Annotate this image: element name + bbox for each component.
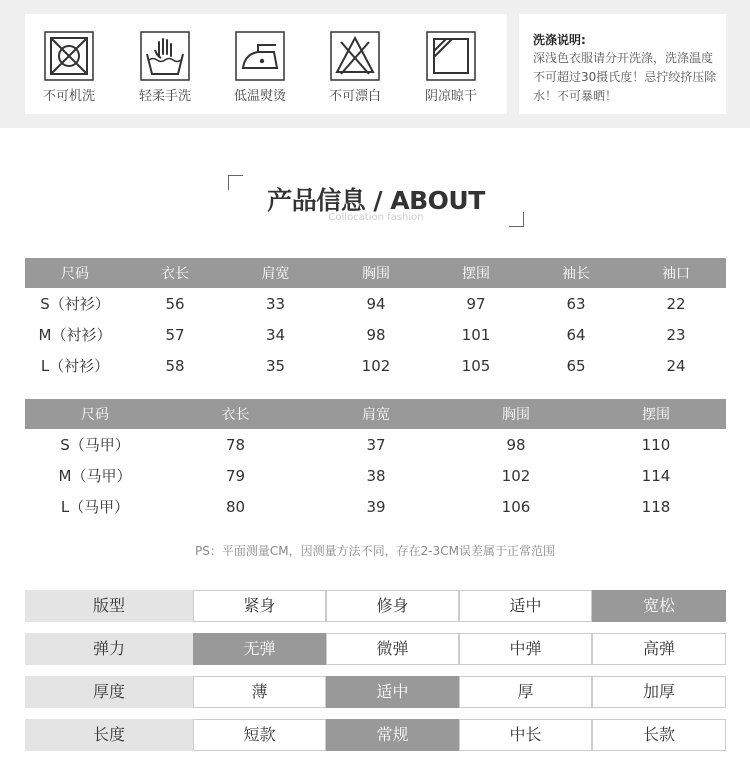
- table-header-cell: 衣长: [125, 258, 225, 288]
- table-cell: 94: [366, 294, 386, 313]
- measurement-note: PS：平面测量CM，因测量方法不同，存在2-3CM误差属于正常范围: [195, 544, 555, 558]
- table-cell: 65: [566, 356, 586, 375]
- attribute-option: 适中: [459, 590, 592, 622]
- table-cell: 110: [641, 435, 671, 454]
- table-cell: L（马甲）: [60, 498, 130, 516]
- table-header-row: [25, 399, 726, 429]
- attribute-row-fit: [25, 590, 726, 622]
- table-header-cell: 肩宽: [225, 258, 326, 288]
- attribute-row-length: [25, 719, 726, 751]
- attribute-option: 修身: [326, 590, 459, 622]
- care-label: 低温熨烫: [233, 89, 286, 104]
- no-bleach-icon: [329, 30, 381, 82]
- table-cell: 64: [566, 325, 586, 344]
- wash-instructions-text: 深浅色衣服请分开洗涤，洗涤温度不可超过30摄氏度！忌拧绞挤压除水！不可暴晒！: [533, 51, 717, 103]
- care-item-low-temp-iron: [215, 30, 305, 104]
- table-cell: 35: [265, 356, 286, 375]
- table-cell: 106: [501, 497, 531, 516]
- table-cell: S（马甲）: [60, 436, 130, 454]
- table-header-cell: 袖长: [526, 258, 626, 288]
- table-cell: 33: [265, 294, 286, 313]
- table-cell: 58: [165, 356, 185, 375]
- attribute-option: 紧身: [193, 590, 326, 622]
- table-cell: 57: [165, 325, 185, 344]
- care-label: 不可漂白: [328, 89, 381, 104]
- attribute-label: 弹力: [25, 633, 193, 665]
- table-header-cell: 摆围: [586, 399, 726, 429]
- care-item-no-bleach: [310, 30, 400, 104]
- attribute-option: 高弹: [592, 633, 726, 665]
- table-cell: 118: [641, 497, 671, 516]
- attribute-label: 版型: [25, 590, 193, 622]
- attribute-option: 短款: [193, 719, 326, 751]
- table-header-row: [25, 258, 726, 288]
- table-cell: 63: [566, 294, 586, 313]
- table-cell: 37: [366, 435, 386, 454]
- attribute-label: 厚度: [25, 676, 193, 708]
- table-cell: 102: [501, 466, 531, 485]
- table-cell: 101: [461, 325, 491, 344]
- shirt-size-table: [25, 258, 726, 381]
- table-cell: 34: [265, 325, 286, 344]
- table-header-cell: 胸围: [326, 258, 426, 288]
- table-cell: 23: [666, 325, 686, 344]
- heading-corner-decoration: [509, 212, 524, 227]
- table-header-cell: 肩宽: [306, 399, 446, 429]
- wash-instructions-title: 洗涤说明:: [533, 33, 586, 47]
- care-item-shade-dry: [406, 30, 496, 104]
- no-machine-wash-icon: [43, 30, 95, 82]
- attribute-option: 长款: [592, 719, 726, 751]
- table-header-cell: 尺码: [25, 399, 165, 429]
- table-row: [25, 460, 726, 491]
- section-title: 产品信息 / ABOUT: [267, 186, 485, 215]
- table-row: [25, 491, 726, 522]
- table-header-cell: 尺码: [25, 258, 125, 288]
- shade-dry-icon: [425, 30, 477, 82]
- care-item-hand-wash: [120, 30, 210, 104]
- table-cell: M（马甲）: [58, 467, 132, 485]
- attribute-option: 厚: [459, 676, 592, 708]
- care-symbols-panel: [25, 14, 507, 114]
- attribute-row-thickness: [25, 676, 726, 708]
- attribute-option-selected: 无弹: [193, 633, 326, 665]
- table-cell: 98: [366, 325, 386, 344]
- table-cell: 80: [225, 497, 246, 516]
- attribute-row-elasticity: [25, 633, 726, 665]
- care-label: 不可机洗: [42, 89, 95, 104]
- attribute-option: 中弹: [459, 633, 592, 665]
- attribute-option: 微弹: [326, 633, 459, 665]
- table-cell: 39: [366, 497, 386, 516]
- wash-instructions-panel: [519, 14, 726, 114]
- table-cell: 22: [666, 294, 686, 313]
- attribute-option-selected: 宽松: [592, 590, 726, 622]
- table-cell: 79: [225, 466, 246, 485]
- attribute-option: 加厚: [592, 676, 726, 708]
- low-temp-iron-icon: [234, 30, 286, 82]
- care-item-no-machine-wash: [24, 30, 114, 104]
- table-row: [25, 429, 726, 460]
- table-row: [25, 288, 726, 319]
- table-cell: 102: [361, 356, 391, 375]
- table-cell: 97: [466, 294, 486, 313]
- attribute-option: 薄: [193, 676, 326, 708]
- table-header-cell: 摆围: [426, 258, 526, 288]
- table-cell: S（衬衫）: [40, 295, 110, 313]
- attribute-option: 中长: [459, 719, 592, 751]
- table-cell: 56: [165, 294, 185, 313]
- table-header-cell: 胸围: [446, 399, 586, 429]
- table-cell: 105: [461, 356, 491, 375]
- table-cell: 38: [366, 466, 386, 485]
- attribute-option-selected: 适中: [326, 676, 459, 708]
- table-cell: 98: [506, 435, 526, 454]
- table-cell: 24: [666, 356, 686, 375]
- attribute-option-selected: 常规: [326, 719, 459, 751]
- attribute-label: 长度: [25, 719, 193, 751]
- table-header-cell: 衣长: [165, 399, 306, 429]
- vest-size-table: [25, 399, 726, 522]
- table-cell: M（衬衫）: [38, 326, 112, 344]
- table-cell: L（衬衫）: [40, 357, 110, 375]
- table-row: [25, 319, 726, 350]
- care-label: 阴凉晾干: [424, 89, 477, 104]
- table-cell: 78: [225, 435, 246, 454]
- table-cell: 114: [641, 466, 671, 485]
- section-subtitle: Collocation fashion: [328, 212, 424, 223]
- gentle-hand-wash-icon: [139, 30, 191, 82]
- care-band: [0, 0, 750, 128]
- section-heading: [228, 175, 524, 227]
- care-label: 轻柔手洗: [138, 89, 191, 104]
- table-row: [25, 350, 726, 381]
- table-header-cell: 袖口: [626, 258, 726, 288]
